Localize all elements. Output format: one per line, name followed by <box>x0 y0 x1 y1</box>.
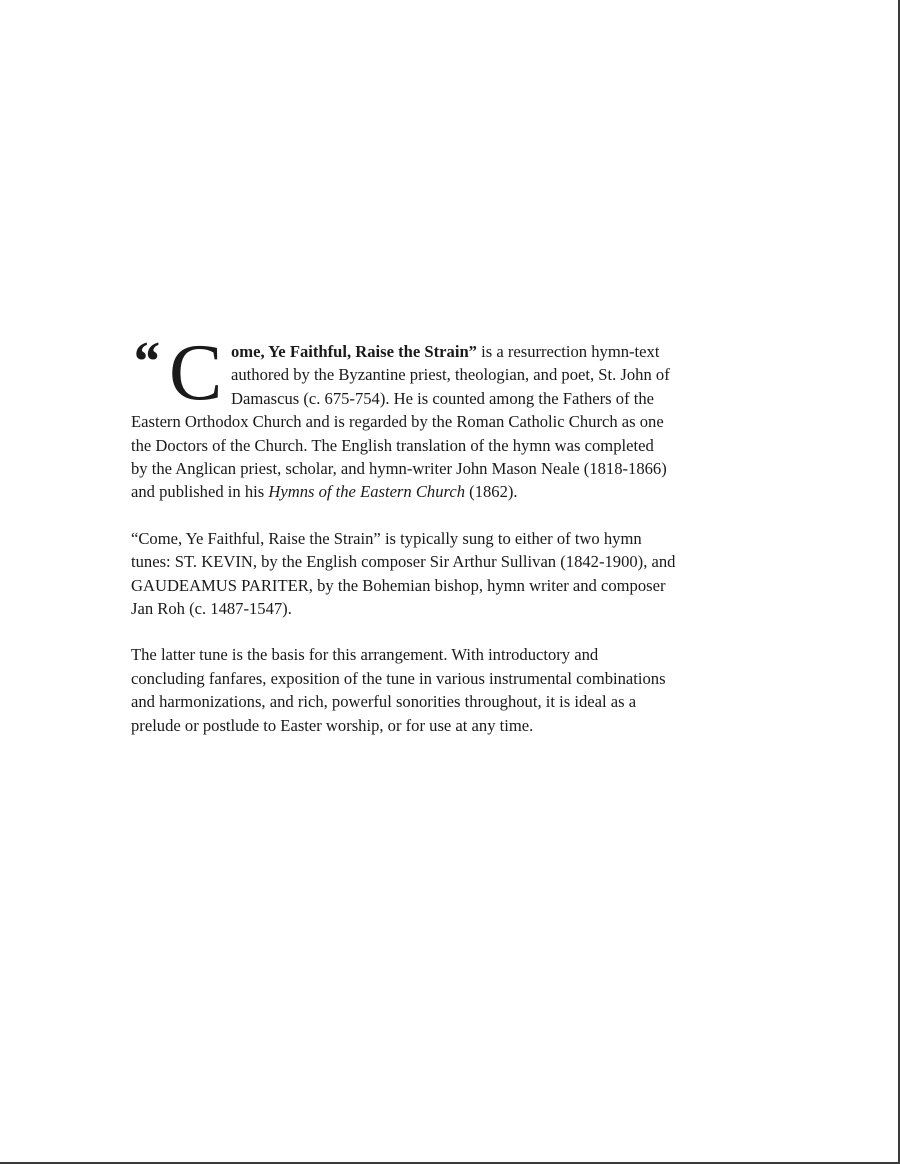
arrangement-line: concluding fanfares, exposition of the tune in various instrumental combinations <box>131 668 666 688</box>
intro-line: authored by the Byzantine priest, theologian, and poet, St. John of <box>231 365 670 385</box>
intro-line-text: (1862). <box>465 482 518 502</box>
intro-line <box>131 480 771 503</box>
intro-line: the Doctors of the Church. The English translation of the hymn was completed <box>131 435 654 455</box>
intro-line: by the Anglican priest, scholar, and hymn-writer John Mason Neale (1818-1866) <box>131 459 667 479</box>
arrangement-line: prelude or postlude to Easter worship, or for use at any time. <box>131 715 534 735</box>
program-notes <box>131 329 771 760</box>
book-title: Hymns of the Eastern Church <box>268 482 466 502</box>
intro-line-text: is a resurrection hymn-text <box>476 342 660 361</box>
tunes-line: tunes: ST. KEVIN, by the English composer Sir Arthur Sullivan (1842-1900), and <box>131 552 676 572</box>
arrangement-paragraph <box>131 643 771 737</box>
tunes-line: Jan Roh (c. 1487-1547). <box>131 599 292 619</box>
hymn-title: ome, Ye Faithful, Raise the Strain” <box>231 342 477 361</box>
arrangement-line: and harmonizations, and rich, powerful sonorities throughout, it is ideal as a <box>131 692 637 712</box>
intro-line: Eastern Orthodox Church and is regarded by the Roman Catholic Church as one <box>131 412 664 432</box>
tunes-paragraph <box>131 527 771 621</box>
opening-quote-mark: “ <box>131 331 159 393</box>
arrangement-line: The latter tune is the basis for this arrangement. With introductory and <box>131 645 599 665</box>
drop-cap: C <box>169 329 223 417</box>
tunes-line: GAUDEAMUS PARITER, by the Bohemian bishop, hymn writer and composer <box>131 575 666 595</box>
intro-line-text: and published in his <box>131 482 269 502</box>
tunes-line: “Come, Ye Faithful, Raise the Strain” is typically sung to either of two hymn <box>131 528 642 548</box>
intro-paragraph <box>131 329 771 504</box>
intro-line: Damascus (c. 675-754). He is counted among the Fathers of the <box>231 388 655 408</box>
intro-line <box>131 340 771 363</box>
